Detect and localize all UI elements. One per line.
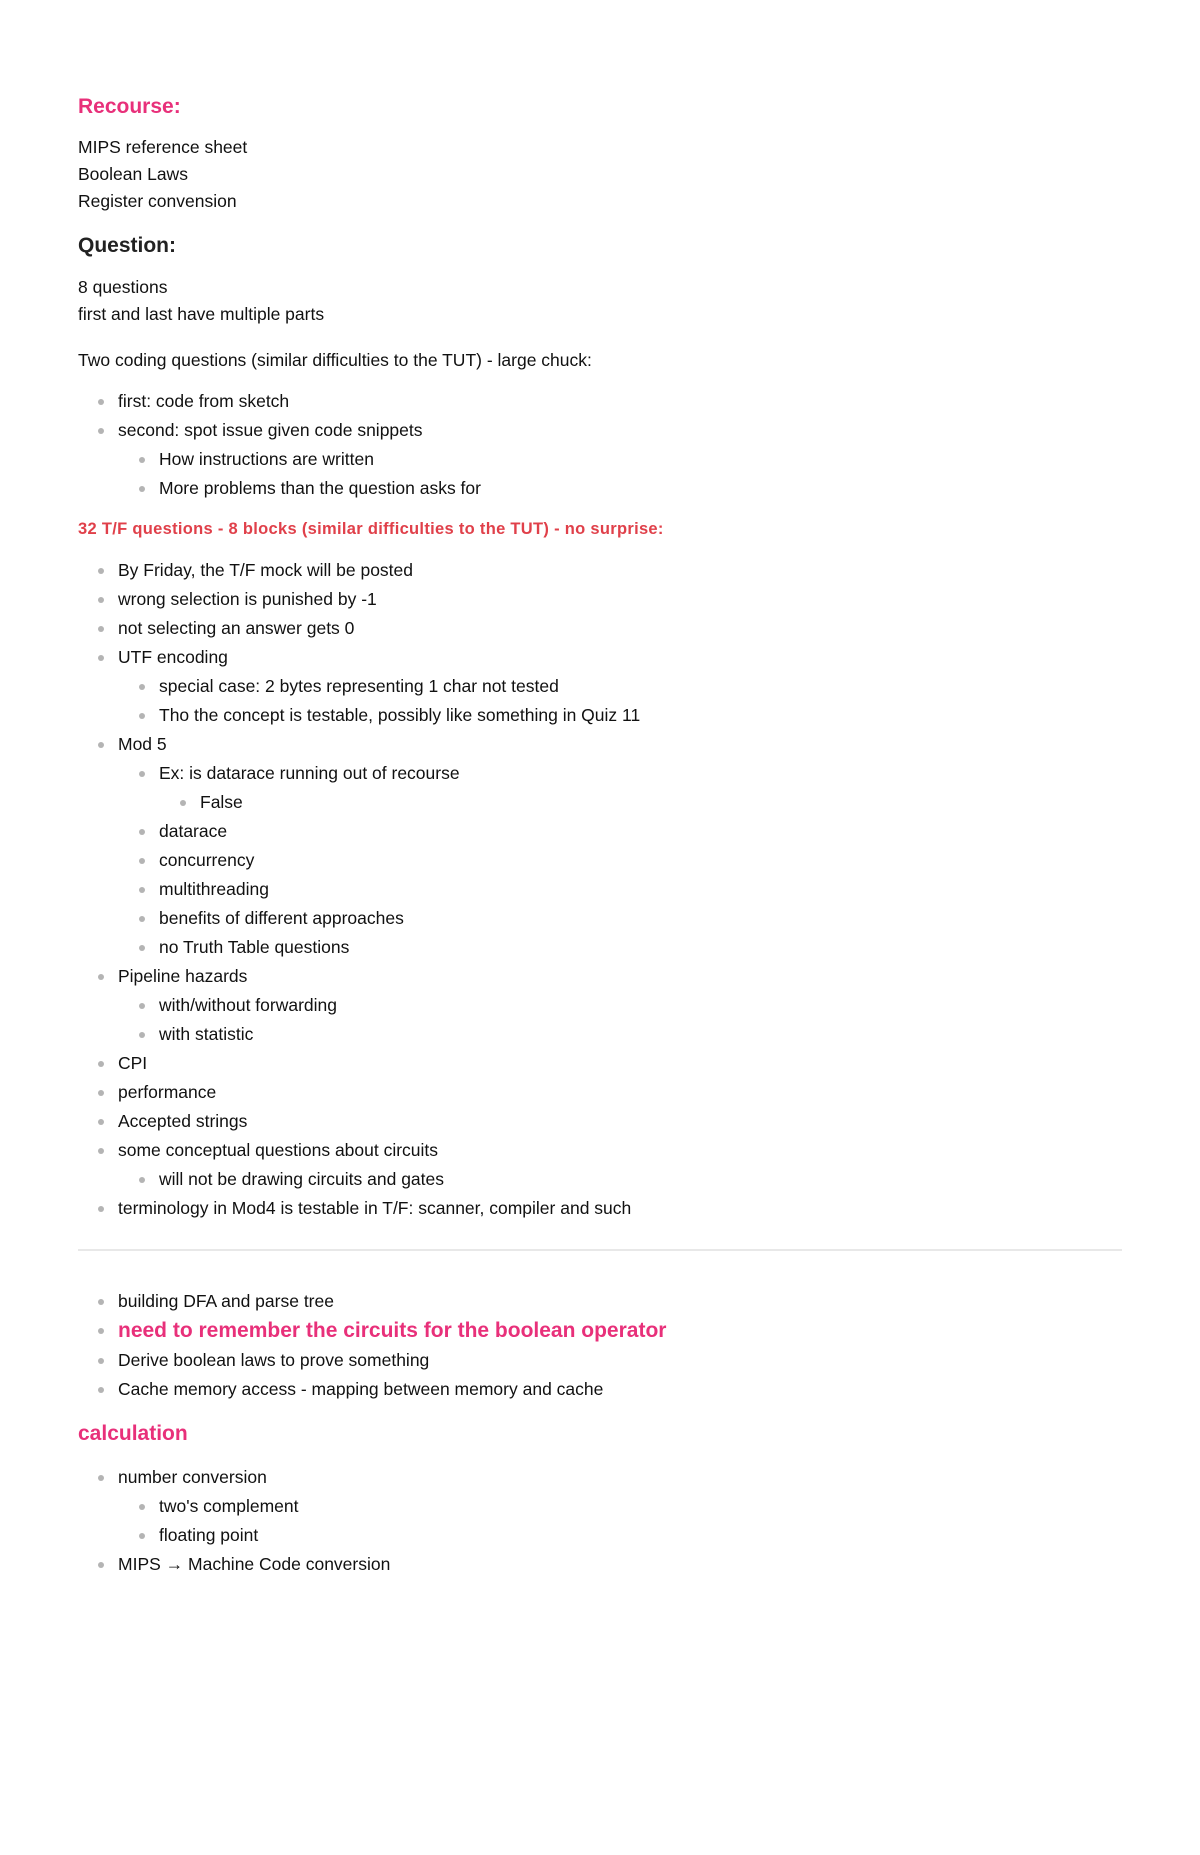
list-item: More problems than the question asks for bbox=[159, 474, 1122, 503]
list-item: CPI bbox=[118, 1049, 1122, 1078]
question-line: 8 questions bbox=[78, 277, 168, 297]
list-item: Mod 5 Ex: is datarace running out of recourse False datarace concurrency multithreading benefits of different approaches no Truth Table questions bbox=[118, 730, 1122, 962]
bullet-dot-icon bbox=[139, 1032, 145, 1038]
bullet-dot-icon bbox=[98, 1562, 104, 1568]
bullet-dot-icon bbox=[98, 1475, 104, 1481]
bullet-dot-icon bbox=[98, 1358, 104, 1364]
list-item: building DFA and parse tree bbox=[118, 1287, 1122, 1316]
coding-intro: Two coding questions (similar difficulties to the TUT) - large chuck: bbox=[78, 350, 592, 370]
bullet-dot-icon bbox=[98, 974, 104, 980]
bullet-dot-icon bbox=[98, 1090, 104, 1096]
bullet-dot-icon bbox=[98, 655, 104, 661]
list-item: Tho the concept is testable, possibly like something in Quiz 11 bbox=[159, 701, 1122, 730]
recourse-item: MIPS reference sheet bbox=[78, 137, 248, 157]
bullet-dot-icon bbox=[98, 428, 104, 434]
bullet-dot-icon bbox=[98, 399, 104, 405]
list-item: second: spot issue given code snippets How instructions are written More problems than the question asks for bbox=[118, 416, 1122, 503]
list-item bbox=[118, 1316, 1122, 1346]
bullet-dot-icon bbox=[139, 1504, 145, 1510]
tf-heading: 32 T/F questions - 8 blocks (similar difficulties to the TUT) - no surprise: bbox=[78, 520, 664, 538]
list-item: Ex: is datarace running out of recourse False bbox=[159, 759, 1122, 817]
question-heading: Question: bbox=[78, 234, 176, 257]
bullet-dot-icon bbox=[139, 829, 145, 835]
misc-list bbox=[78, 1287, 1122, 1404]
bullet-dot-icon bbox=[98, 1061, 104, 1067]
list-item: datarace bbox=[159, 817, 1122, 846]
list-item: will not be drawing circuits and gates bbox=[159, 1165, 1122, 1194]
recourse-item: Boolean Laws bbox=[78, 164, 188, 184]
bullet-dot-icon bbox=[139, 1177, 145, 1183]
bullet-dot-icon bbox=[139, 887, 145, 893]
bullet-dot-icon bbox=[98, 1299, 104, 1305]
question-line: first and last have multiple parts bbox=[78, 304, 325, 324]
bullet-dot-icon bbox=[98, 1387, 104, 1393]
bullet-dot-icon bbox=[139, 1003, 145, 1009]
bullet-dot-icon bbox=[139, 771, 145, 777]
highlight-text: need to remember the circuits for the boolean operator bbox=[118, 1319, 667, 1342]
bullet-dot-icon bbox=[139, 684, 145, 690]
bullet-dot-icon bbox=[98, 1119, 104, 1125]
list-item: UTF encoding special case: 2 bytes representing 1 char not tested Tho the concept is testable, possibly like something in Quiz 11 bbox=[118, 643, 1122, 730]
list-item: performance bbox=[118, 1078, 1122, 1107]
list-item: MIPS → Machine Code conversion bbox=[118, 1550, 1122, 1579]
list-item: number conversion two's complement floating point bbox=[118, 1463, 1122, 1550]
bullet-dot-icon bbox=[98, 1206, 104, 1212]
bullet-dot-icon bbox=[98, 1148, 104, 1154]
bullet-dot-icon bbox=[139, 486, 145, 492]
list-item: multithreading bbox=[159, 875, 1122, 904]
list-item: Pipeline hazards with/without forwarding with statistic bbox=[118, 962, 1122, 1049]
list-item: terminology in Mod4 is testable in T/F: scanner, compiler and such bbox=[118, 1194, 1122, 1223]
list-item: no Truth Table questions bbox=[159, 933, 1122, 962]
bullet-dot-icon bbox=[139, 945, 145, 951]
list-item: floating point bbox=[159, 1521, 1122, 1550]
list-item: False bbox=[200, 788, 1122, 817]
bullet-dot-icon bbox=[139, 858, 145, 864]
list-item: Accepted strings bbox=[118, 1107, 1122, 1136]
bullet-dot-icon bbox=[139, 916, 145, 922]
bullet-dot-icon bbox=[98, 568, 104, 574]
list-item: benefits of different approaches bbox=[159, 904, 1122, 933]
list-item: special case: 2 bytes representing 1 char not tested bbox=[159, 672, 1122, 701]
bullet-dot-icon bbox=[139, 713, 145, 719]
list-item: with statistic bbox=[159, 1020, 1122, 1049]
bullet-dot-icon bbox=[98, 1328, 104, 1334]
coding-list bbox=[78, 387, 1122, 503]
list-item: two's complement bbox=[159, 1492, 1122, 1521]
recourse-heading: Recourse: bbox=[78, 95, 181, 118]
bullet-dot-icon bbox=[139, 1533, 145, 1539]
list-item: not selecting an answer gets 0 bbox=[118, 614, 1122, 643]
recourse-item: Register convension bbox=[78, 191, 237, 211]
list-item: Derive boolean laws to prove something bbox=[118, 1346, 1122, 1375]
list-item: with/without forwarding bbox=[159, 991, 1122, 1020]
section-divider bbox=[78, 1249, 1122, 1251]
calculation-list bbox=[78, 1463, 1122, 1579]
bullet-dot-icon bbox=[98, 742, 104, 748]
list-item: How instructions are written bbox=[159, 445, 1122, 474]
list-item: some conceptual questions about circuits will not be drawing circuits and gates bbox=[118, 1136, 1122, 1194]
list-item: wrong selection is punished by -1 bbox=[118, 585, 1122, 614]
bullet-dot-icon bbox=[139, 457, 145, 463]
list-item: By Friday, the T/F mock will be posted bbox=[118, 556, 1122, 585]
bullet-dot-icon bbox=[98, 626, 104, 632]
list-item: concurrency bbox=[159, 846, 1122, 875]
bullet-dot-icon bbox=[98, 597, 104, 603]
list-item: first: code from sketch bbox=[118, 387, 1122, 416]
tf-list bbox=[78, 556, 1122, 1223]
calculation-heading: calculation bbox=[78, 1422, 188, 1445]
list-item: Cache memory access - mapping between memory and cache bbox=[118, 1375, 1122, 1404]
bullet-dot-icon bbox=[180, 800, 186, 806]
